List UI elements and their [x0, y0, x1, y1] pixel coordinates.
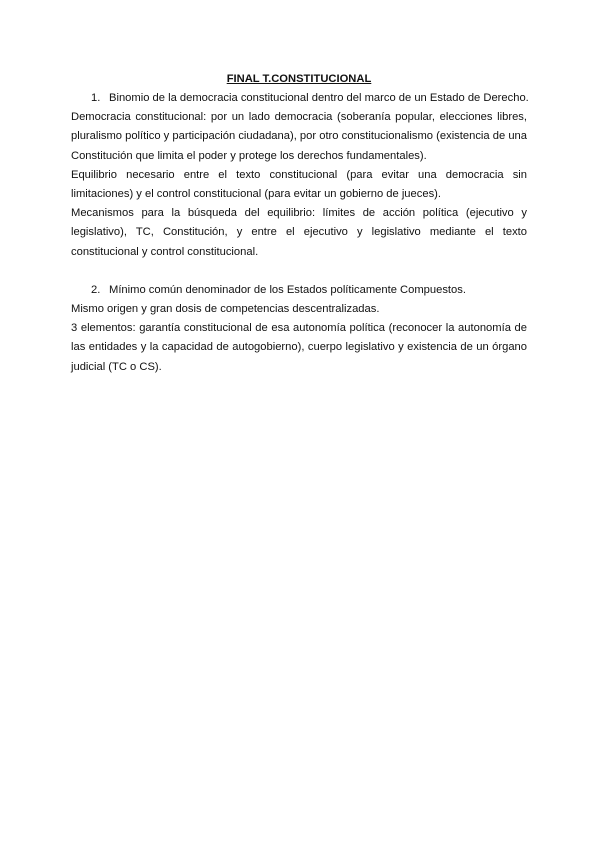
section-1-heading-text: Binomio de la democracia constitucional dentro del marco de un Estado de Derecho. [109, 92, 529, 104]
section-1-paragraph-1: Democracia constitucional: por un lado democracia (soberanía popular, elecciones libres, pluralismo político y participación ciudadana), por otro constitucionalismo (existencia de una Constitución que limita el poder y protege los derechos fundamentales). [71, 111, 527, 162]
section-1-number: 1. [91, 92, 101, 104]
section-2-heading [71, 281, 527, 300]
section-1-heading [71, 89, 527, 108]
section-2-number: 2. [91, 283, 101, 296]
section-2-paragraph-2: 3 elementos: garantía constitucional de esa autonomía política (reconocer la autonomía de las entidades y la capacidad de autogobierno), cuerpo legislativo y existencia de un órgano judicial (TC o CS). [71, 322, 527, 373]
document-body [71, 70, 527, 377]
section-1-paragraph-3: Mecanismos para la búsqueda del equilibrio: límites de acción política (ejecutivo y legislativo), TC, Constitución, y entre el ejecutivo y legislativo mediante el texto constitucional y control constitucional. [71, 207, 527, 258]
section-1-paragraph-2: Equilibrio necesario entre el texto constitucional (para evitar una democracia sin limitaciones) y el control constitucional (para evitar un gobierno de jueces). [71, 168, 527, 201]
section-2-paragraph-1: Mismo origen y gran dosis de competencias descentralizadas. [71, 303, 380, 316]
section-2-heading-text: Mínimo común denominador de los Estados políticamente Compuestos. [109, 283, 466, 296]
section-spacer [71, 262, 527, 281]
document-title: FINAL T.CONSTITUCIONAL [226, 73, 372, 85]
